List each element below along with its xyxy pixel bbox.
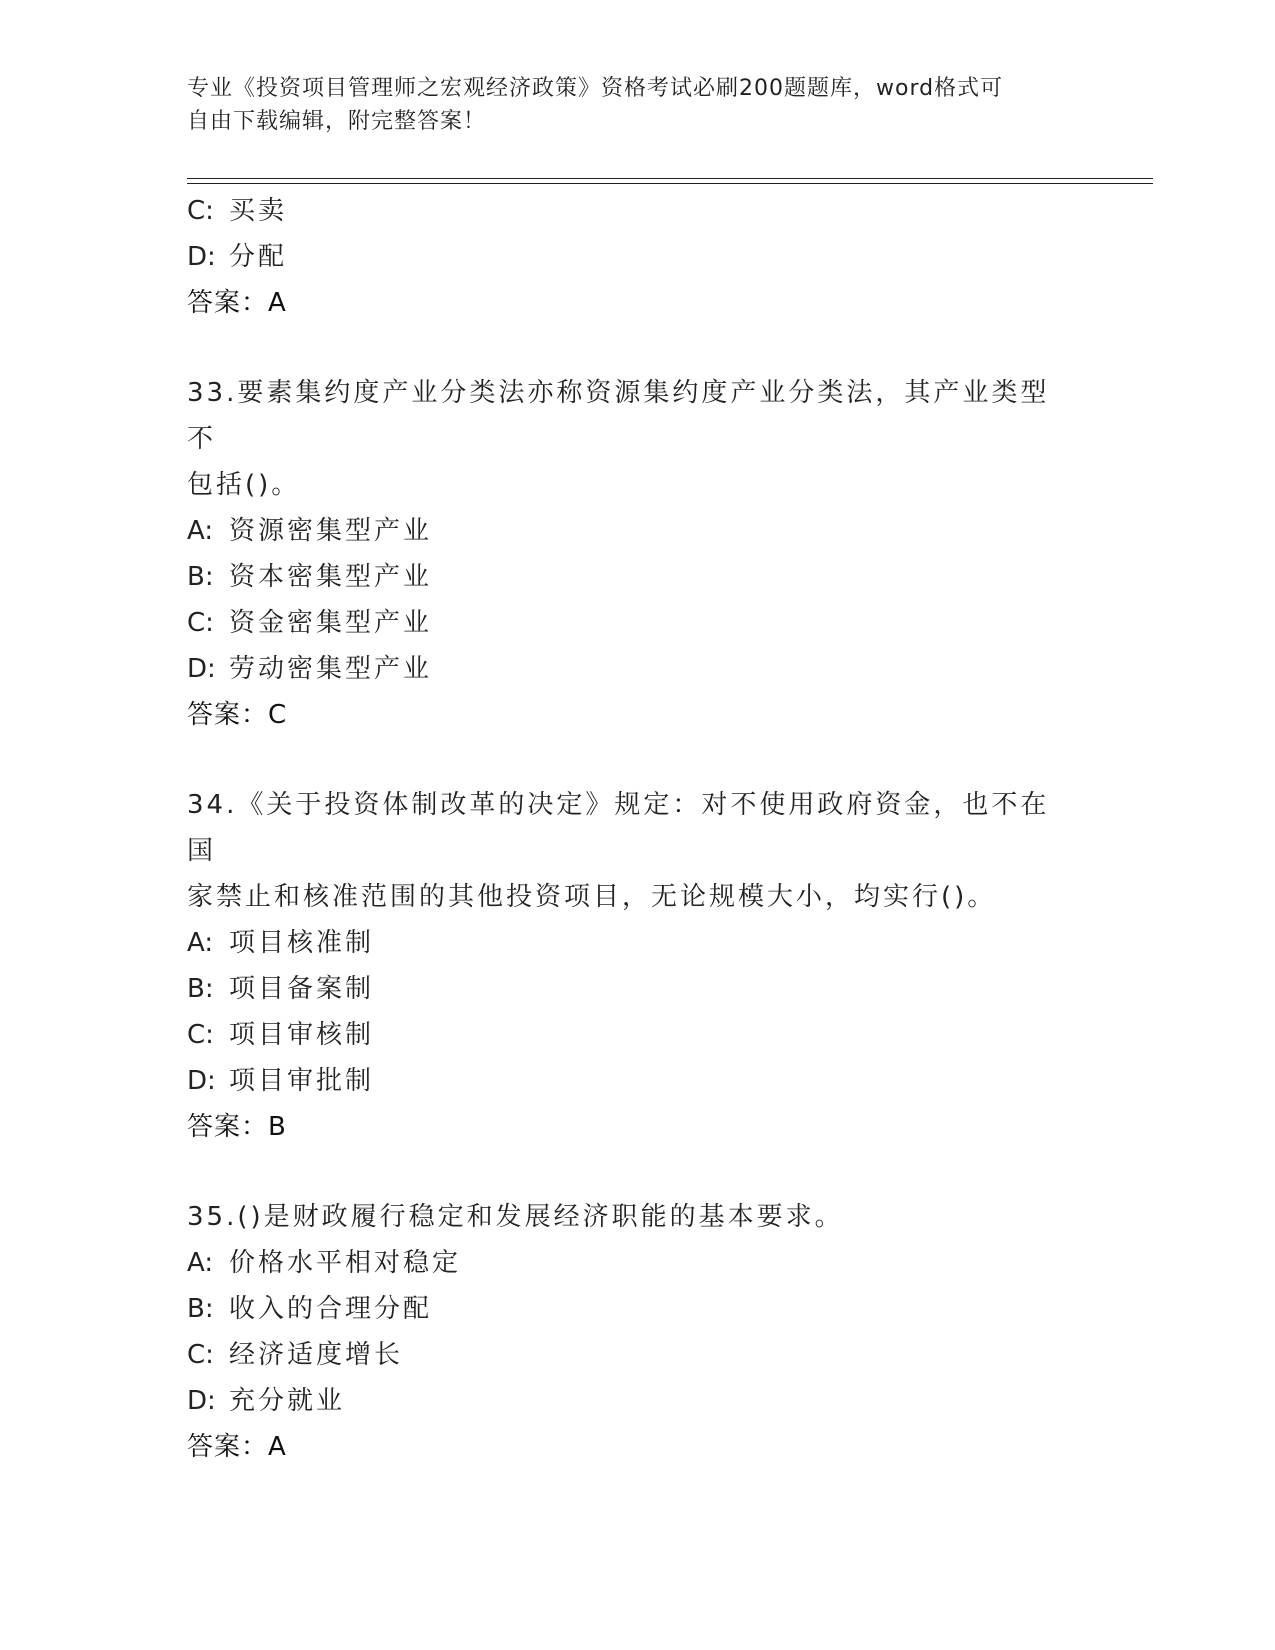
option-d <box>187 646 1087 692</box>
carryover-block <box>187 188 1087 326</box>
option-letter: D: <box>187 654 216 684</box>
option-d <box>187 234 1087 280</box>
question-34 <box>187 782 1087 1150</box>
option-text: 项目审批制 <box>229 1066 375 1096</box>
option-letter: D: <box>187 242 216 272</box>
option-text: 经济适度增长 <box>229 1340 404 1370</box>
option-letter: A: <box>187 928 214 958</box>
question-33 <box>187 370 1087 738</box>
answer-line: 答案：C <box>187 700 288 730</box>
header-divider-bottom <box>187 183 1153 184</box>
option-letter: C: <box>187 608 214 638</box>
option-letter: A: <box>187 1248 214 1278</box>
option-b <box>187 554 1087 600</box>
question-content <box>187 188 1087 1470</box>
answer-line: 答案：A <box>187 288 287 318</box>
option-text: 充分就业 <box>229 1386 346 1416</box>
option-b <box>187 1286 1087 1332</box>
option-text: 资金密集型产业 <box>229 608 433 638</box>
option-letter: D: <box>187 1386 216 1416</box>
question-stem-line-2: 家禁止和核准范围的其他投资项目，无论规模大小，均实行()。 <box>187 882 997 912</box>
option-c <box>187 188 1087 234</box>
header-title-line-2: 自由下载编辑，附完整答案！ <box>187 109 487 134</box>
option-text: 资本密集型产业 <box>229 562 433 592</box>
question-stem <box>187 370 1067 508</box>
option-a <box>187 1240 1087 1286</box>
question-stem-line-1: 35.()是财政履行稳定和发展经济职能的基本要求。 <box>187 1202 844 1232</box>
option-letter: C: <box>187 196 214 226</box>
question-stem <box>187 1194 1067 1240</box>
question-stem-line-2: 包括()。 <box>187 470 301 500</box>
option-a <box>187 508 1087 554</box>
option-letter: C: <box>187 1340 214 1370</box>
option-c <box>187 1012 1087 1058</box>
option-text: 项目核准制 <box>229 928 375 958</box>
option-text: 分配 <box>229 242 288 272</box>
header-title-line-1: 专业《投资项目管理师之宏观经济政策》资格考试必刷200题题库，word格式可 <box>187 76 1004 101</box>
option-b <box>187 966 1087 1012</box>
page-header <box>187 72 1067 138</box>
option-a <box>187 920 1087 966</box>
option-letter: C: <box>187 1020 214 1050</box>
option-letter: B: <box>187 1294 214 1324</box>
option-d <box>187 1058 1087 1104</box>
option-letter: B: <box>187 974 214 1004</box>
header-divider-top <box>187 178 1153 179</box>
question-stem-line-1: 34.《关于投资体制改革的决定》规定：对不使用政府资金，也不在国 <box>187 790 1050 866</box>
option-c <box>187 600 1087 646</box>
option-text: 项目备案制 <box>229 974 375 1004</box>
question-stem <box>187 782 1067 920</box>
question-35 <box>187 1194 1087 1470</box>
question-stem-line-1: 33.要素集约度产业分类法亦称资源集约度产业分类法，其产业类型不 <box>187 378 1050 454</box>
answer-line: 答案：A <box>187 1432 287 1462</box>
option-text: 劳动密集型产业 <box>229 654 433 684</box>
option-d <box>187 1378 1087 1424</box>
answer-line: 答案：B <box>187 1112 287 1142</box>
option-c <box>187 1332 1087 1378</box>
option-letter: B: <box>187 562 214 592</box>
option-letter: D: <box>187 1066 216 1096</box>
option-text: 价格水平相对稳定 <box>229 1248 462 1278</box>
option-letter: A: <box>187 516 214 546</box>
option-text: 资源密集型产业 <box>229 516 433 546</box>
option-text: 收入的合理分配 <box>229 1294 433 1324</box>
option-text: 买卖 <box>229 196 288 226</box>
option-text: 项目审核制 <box>229 1020 375 1050</box>
